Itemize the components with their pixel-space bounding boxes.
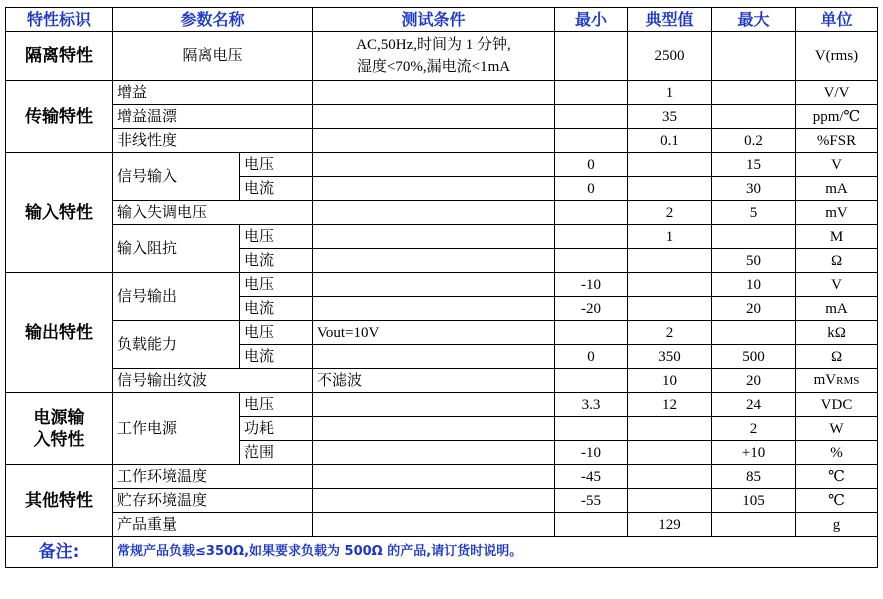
other-typ [628, 489, 712, 513]
output-current-label: 电流 [240, 297, 313, 321]
table-row [6, 465, 878, 489]
power-category [6, 393, 113, 465]
transfer-unit: %FSR [796, 129, 878, 153]
power-p-unit: W [796, 417, 878, 441]
isolation-category: 隔离特性 [6, 32, 113, 81]
other-min: -55 [555, 489, 628, 513]
output-load-v-unit: kΩ [796, 321, 878, 345]
output-load-current-label: 电流 [240, 345, 313, 369]
input-imp-v-typ: 1 [628, 225, 712, 249]
power-v-unit: VDC [796, 393, 878, 417]
input-impedance-label: 输入阻抗 [113, 225, 240, 273]
input-offset-max: 5 [712, 201, 796, 225]
output-voltage-label: 电压 [240, 273, 313, 297]
other-unit: g [796, 513, 878, 537]
output-sig-i-min: -20 [555, 297, 628, 321]
header-param: 参数名称 [113, 8, 313, 32]
table-row [6, 105, 878, 129]
transfer-max [712, 105, 796, 129]
transfer-typ: 1 [628, 81, 712, 105]
transfer-param: 增益温漂 [113, 105, 313, 129]
transfer-category: 传输特性 [6, 81, 113, 153]
output-ripple-unit-sub: RMS [836, 375, 860, 387]
isolation-condition-line1: AC,50Hz,时间为 1 分钟, [356, 37, 511, 53]
output-load-v-cond: Vout=10V [313, 321, 555, 345]
input-imp-voltage-label: 电压 [240, 225, 313, 249]
input-offset-unit: mV [796, 201, 878, 225]
other-typ: 129 [628, 513, 712, 537]
power-v-max: 24 [712, 393, 796, 417]
power-p-max: 2 [712, 417, 796, 441]
header-row [6, 8, 878, 32]
table-row [6, 513, 878, 537]
other-max [712, 513, 796, 537]
table-row [6, 225, 878, 249]
output-sig-v-min: -10 [555, 273, 628, 297]
note-row [6, 537, 878, 568]
input-current-label: 电流 [240, 177, 313, 201]
power-r-min: -10 [555, 441, 628, 465]
output-ripple-unit [796, 369, 878, 393]
other-typ [628, 465, 712, 489]
other-min: -45 [555, 465, 628, 489]
other-param: 贮存环境温度 [113, 489, 313, 513]
transfer-param: 非线性度 [113, 129, 313, 153]
other-min [555, 513, 628, 537]
transfer-unit: V/V [796, 81, 878, 105]
output-load-i-typ: 350 [628, 345, 712, 369]
header-condition: 测试条件 [313, 8, 555, 32]
other-param: 产品重量 [113, 513, 313, 537]
output-ripple-label: 信号输出纹波 [113, 369, 313, 393]
table-row [6, 81, 878, 105]
input-sig-i-max: 30 [712, 177, 796, 201]
power-v-min: 3.3 [555, 393, 628, 417]
power-consumption-label: 功耗 [240, 417, 313, 441]
input-offset-typ: 2 [628, 201, 712, 225]
isolation-row [6, 32, 878, 81]
transfer-unit: ppm/℃ [796, 105, 878, 129]
input-imp-i-unit: Ω [796, 249, 878, 273]
spec-table [5, 7, 878, 568]
power-supply-label: 工作电源 [113, 393, 240, 465]
input-sig-i-unit: mA [796, 177, 878, 201]
input-sig-v-max: 15 [712, 153, 796, 177]
output-load-voltage-label: 电压 [240, 321, 313, 345]
isolation-unit: V(rms) [796, 32, 878, 81]
other-unit: ℃ [796, 489, 878, 513]
transfer-typ: 35 [628, 105, 712, 129]
input-signal-label: 信号输入 [113, 153, 240, 201]
output-sig-v-unit: V [796, 273, 878, 297]
input-imp-v-unit: M [796, 225, 878, 249]
table-row [6, 129, 878, 153]
output-load-i-unit: Ω [796, 345, 878, 369]
other-unit: ℃ [796, 465, 878, 489]
table-row [6, 153, 878, 177]
power-category-line2: 入特性 [33, 429, 85, 450]
isolation-param: 隔离电压 [113, 32, 313, 81]
power-r-max: +10 [712, 441, 796, 465]
isolation-condition [313, 32, 555, 81]
other-param: 工作环境温度 [113, 465, 313, 489]
output-category: 输出特性 [6, 273, 113, 393]
header-category: 特性标识 [6, 8, 113, 32]
output-ripple-cond: 不滤波 [313, 369, 555, 393]
output-load-v-typ: 2 [628, 321, 712, 345]
transfer-typ: 0.1 [628, 129, 712, 153]
output-sig-v-max: 10 [712, 273, 796, 297]
input-imp-current-label: 电流 [240, 249, 313, 273]
power-range-label: 范围 [240, 441, 313, 465]
transfer-max [712, 81, 796, 105]
transfer-param: 增益 [113, 81, 313, 105]
other-max: 85 [712, 465, 796, 489]
header-unit: 单位 [796, 8, 878, 32]
output-sig-i-unit: mA [796, 297, 878, 321]
output-ripple-unit-main: mV [813, 372, 837, 388]
isolation-typ: 2500 [628, 32, 712, 81]
note-text: 常规产品负载≤350Ω,如果要求负载为 500Ω 的产品,请订货时说明。 [113, 537, 878, 568]
output-ripple-typ: 10 [628, 369, 712, 393]
table-row [6, 489, 878, 513]
power-r-unit: % [796, 441, 878, 465]
isolation-min [555, 32, 628, 81]
power-voltage-label: 电压 [240, 393, 313, 417]
output-load-label: 负载能力 [113, 321, 240, 369]
input-sig-i-min: 0 [555, 177, 628, 201]
output-signal-label: 信号输出 [113, 273, 240, 321]
table-row [6, 321, 878, 345]
input-offset-label: 输入失调电压 [113, 201, 313, 225]
power-v-typ: 12 [628, 393, 712, 417]
output-sig-i-max: 20 [712, 297, 796, 321]
isolation-condition-line2: 湿度<70%,漏电流<1mA [356, 59, 511, 75]
isolation-max [712, 32, 796, 81]
input-voltage-label: 电压 [240, 153, 313, 177]
note-label: 备注: [6, 537, 113, 568]
header-min: 最小 [555, 8, 628, 32]
other-max: 105 [712, 489, 796, 513]
table-row [6, 201, 878, 225]
transfer-max: 0.2 [712, 129, 796, 153]
output-ripple-max: 20 [712, 369, 796, 393]
table-row [6, 393, 878, 417]
power-category-line1: 电源输 [33, 407, 85, 428]
header-max: 最大 [712, 8, 796, 32]
input-sig-v-unit: V [796, 153, 878, 177]
input-imp-i-max: 50 [712, 249, 796, 273]
output-load-i-max: 500 [712, 345, 796, 369]
table-row [6, 369, 878, 393]
output-load-i-min: 0 [555, 345, 628, 369]
header-typ: 典型值 [628, 8, 712, 32]
other-category: 其他特性 [6, 465, 113, 537]
input-category: 输入特性 [6, 153, 113, 273]
input-sig-v-min: 0 [555, 153, 628, 177]
table-row [6, 273, 878, 297]
